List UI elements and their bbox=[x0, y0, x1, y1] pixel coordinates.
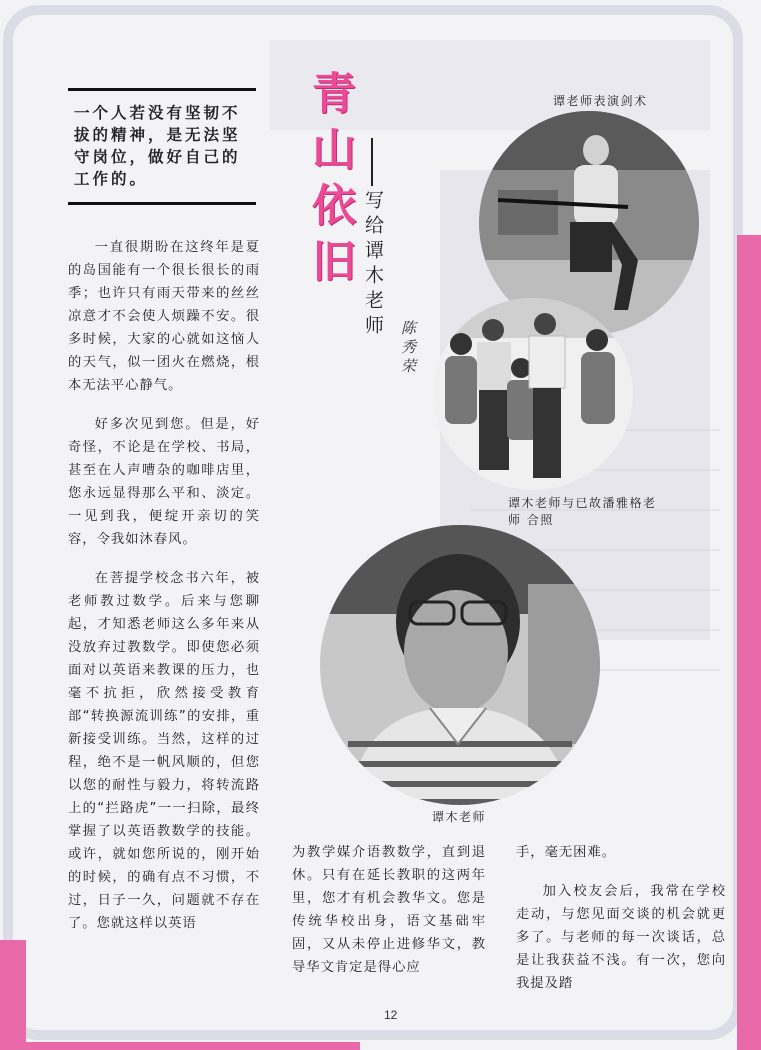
article-title: 青山依旧 bbox=[304, 70, 355, 294]
article-subtitle: 写给谭木老师 bbox=[362, 190, 384, 340]
paragraph: 好多次见到您。但是，好奇怪，不论是在学校、书局，甚至在人声嘈杂的咖啡店里，您永远显得那么平和、淡定。一见到我，便绽开亲切的笑容，令我如沐春风。 bbox=[68, 417, 260, 547]
article-author: 陈秀荣 bbox=[399, 320, 417, 377]
body-column-3 bbox=[516, 841, 726, 1011]
body-column-2 bbox=[292, 841, 486, 995]
body-column-1 bbox=[68, 236, 260, 951]
portrait-photo bbox=[318, 524, 602, 806]
caption-sword: 谭老师表演剑术 bbox=[553, 94, 648, 108]
paragraph: 为教学媒介语教数学，直到退休。只有在延长教职的这两年里，您才有机会教华文。您是传统华校出身，语文基础牢固，又从未停止进修华文，教导华文肯定是得心应 bbox=[292, 845, 486, 975]
pink-side-bar-right bbox=[737, 235, 761, 1050]
page-number: 12 bbox=[384, 1008, 398, 1022]
caption-portrait: 谭木老师 bbox=[432, 810, 487, 824]
subtitle-dash bbox=[371, 138, 373, 186]
paragraph: 加入校友会后，我常在学校走动，与您见面交谈的机会就更多了。与老师的每一次谈话，总是让我获益不浅。有一次，您向我提及踏 bbox=[516, 884, 726, 991]
quote-rule-bottom bbox=[68, 202, 256, 205]
pink-side-bar-left bbox=[0, 940, 26, 1050]
paragraph: 一直很期盼在这终年是夏的岛国能有一个很长很长的雨季；也许只有雨天带来的丝丝凉意才不会使人烦躁不安。很多时候，大家的心就如这恼人的天气，似一团火在燃烧，根本无法平心静气。 bbox=[68, 240, 260, 393]
paragraph: 在菩提学校念书六年，被老师教过数学。后来与您聊起，才知悉老师这么多年来从没放弃过教数学。即使您必须面对以英语来教课的压力，也毫不抗拒，欣然接受教育部“转换源流训练”的安排，重新接受训练。当然，这样的过程，绝不是一帆风顺的，但您以您的耐性与毅力，将转流路上的“拦路虎”一一扫除，最终掌握了以英语教数学的技能。或许，就如您所说的，刚开始的时候，的确有点不习惯，不过，日子一久，问题就不存在了。您就这样以英语 bbox=[68, 571, 260, 931]
group-photo bbox=[433, 298, 633, 490]
pull-quote: 一个人若没有坚韧不拔的精神，是无法坚守岗位，做好自己的工作的。 bbox=[74, 104, 241, 188]
quote-rule-top bbox=[68, 88, 256, 91]
paragraph: 手，毫无困难。 bbox=[516, 845, 617, 860]
pink-bottom-bar bbox=[0, 1042, 360, 1050]
caption-group: 谭木老师与已故潘雅格老师 合照 bbox=[508, 496, 657, 527]
